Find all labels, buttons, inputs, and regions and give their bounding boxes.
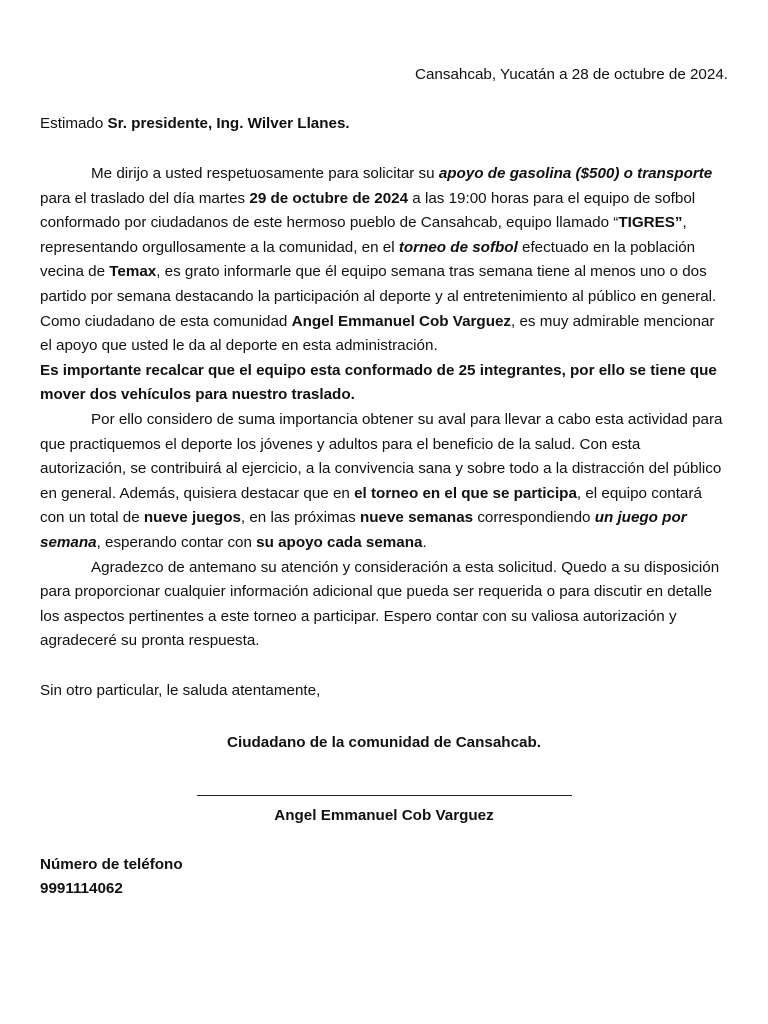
p2-text-5: , esperando contar con bbox=[96, 533, 257, 551]
p1-tournament: torneo de sofbol bbox=[398, 238, 518, 256]
p2-text-2: , el equipo contará con un total de bbox=[40, 484, 702, 527]
team-size-note: Es importante recalcar que el equipo esta conformado de 25 integrantes, por ello se tiene que mover dos vehículos para nuestro traslado. bbox=[40, 361, 717, 404]
p1-fuel-support: apoyo de gasolina ($500) o transporte bbox=[438, 165, 713, 182]
greeting bbox=[40, 114, 350, 134]
p1-text-4: , representando orgullosamente a la comunidad, en el bbox=[40, 214, 687, 256]
p1-text-1: Me dirijo a usted respetuosamente para solicitar su bbox=[91, 165, 439, 182]
p2-weekly-support: su apoyo cada semana bbox=[256, 533, 423, 551]
paragraph-thanks: Agradezco de antemano su atención y consideración a esta solicitud. Quedo a su disposición para proporcionar cualquier información adicional que pueda ser requerida o para discutir en detalle los aspectos pertinentes a este torneo a participar. Espero contar con su valiosa autorización y agradeceré su pronta respuesta. bbox=[40, 558, 720, 650]
p1-text-6: , es grato informarle que él equipo semana tras semana tiene al menos uno o dos partido por semana destacando la participación al deporte y al entretenimiento al público en general. Como ciudadano de esta comunidad bbox=[40, 263, 717, 330]
p1-text-3: a las 19:00 horas para el equipo de sofbol conformado por ciudadanos de este hermoso pueblo de Cansahcab, equipo llamado “ bbox=[40, 189, 696, 232]
greeting-addressee: Sr. presidente, Ing. Wilver Llanes. bbox=[107, 115, 350, 132]
p1-text-7: , es muy admirable mencionar el apoyo que usted le da al deporte en esta administración. bbox=[40, 312, 715, 355]
p2-text-3: , en las próximas bbox=[240, 509, 360, 527]
p2-tournament: el torneo en el que se participa bbox=[354, 484, 577, 502]
p2-text-4: correspondiendo bbox=[473, 509, 595, 527]
signature-name: Angel Emmanuel Cob Varguez bbox=[274, 807, 494, 824]
greeting-prefix: Estimado bbox=[40, 115, 108, 132]
letter-body bbox=[40, 162, 729, 654]
closing-line: Sin otro particular, le saluda atentamente, bbox=[40, 682, 321, 699]
signature-line bbox=[197, 795, 572, 796]
p2-nine-weeks: nueve semanas bbox=[359, 509, 474, 527]
date-line: Cansahcab, Yucatán a 28 de octubre de 2024. bbox=[415, 66, 728, 83]
paragraph-justification bbox=[40, 408, 729, 556]
phone-number: 9991114062 bbox=[40, 880, 123, 897]
p1-team-name: TIGRES” bbox=[618, 214, 683, 232]
p1-text-5: efectuado en la población vecina de bbox=[40, 238, 696, 281]
phone-label: Número de teléfono bbox=[40, 856, 183, 873]
paragraph-team-size bbox=[40, 359, 729, 408]
p2-text-6: . bbox=[422, 533, 427, 551]
p1-travel-date: 29 de octubre de 2024 bbox=[249, 189, 409, 207]
p2-nine-games: nueve juegos bbox=[143, 509, 241, 527]
sender-title: Ciudadano de la comunidad de Cansahcab. bbox=[227, 734, 541, 751]
paragraph-request bbox=[40, 162, 729, 359]
p2-one-per-week: un juego por semana bbox=[40, 509, 687, 551]
p1-text-2: para el traslado del día martes bbox=[40, 189, 250, 207]
p1-citizen-name: Angel Emmanuel Cob Varguez bbox=[291, 312, 512, 330]
p1-town: Temax bbox=[109, 263, 157, 281]
p2-text-1: Por ello considero de suma importancia obtener su aval para llevar a cabo esta actividad para que practiquemos el deporte los jóvenes y adultos para el beneficio de la salud. Con esta autorización, se contribuirá al ejercicio, a la convivencia sana y sobre todo a la distracción del público en general. Además, quisiera destacar que en bbox=[40, 410, 723, 502]
